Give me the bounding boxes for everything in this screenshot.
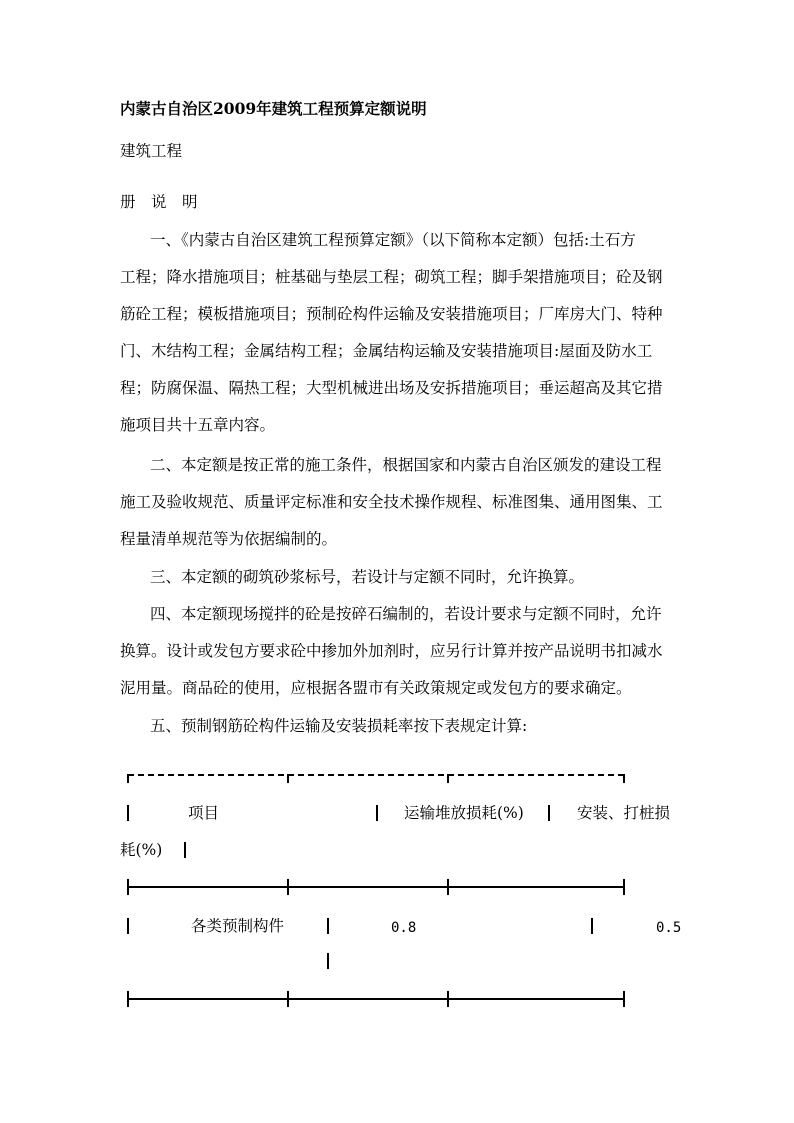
table-joint xyxy=(447,774,449,783)
table-corner xyxy=(623,774,625,783)
document-subtitle: 建筑工程 xyxy=(120,142,183,160)
paragraph-line: 二、本定额是按正常的施工条件，根据国家和内蒙古自治区颁发的建设工程 xyxy=(150,456,662,474)
table-joint xyxy=(447,991,449,1007)
table-joint xyxy=(623,879,625,895)
table-joint xyxy=(447,879,449,895)
table-vbar xyxy=(327,953,329,969)
header-install-loss: 安装、打桩损 xyxy=(577,804,671,822)
section-heading: 册 说 明 xyxy=(120,193,198,211)
paragraph-line: 程；防腐保温、隔热工程；大型机械进出场及安拆措施项目；垂运超高及其它措 xyxy=(120,379,663,397)
table-vbar xyxy=(327,918,329,934)
header-transport-loss: 运输堆放损耗(%) xyxy=(404,804,524,822)
table-vbar xyxy=(376,805,378,821)
table-joint xyxy=(287,879,289,895)
document-title: 内蒙古自治区2009年建筑工程预算定额说明 xyxy=(120,99,427,118)
table-vbar xyxy=(548,805,550,821)
header-install-loss-wrap: 耗(%) xyxy=(120,841,163,859)
paragraph-line: 筋砼工程；模板措施项目；预制砼构件运输及安装措施项目；厂库房大门、特种 xyxy=(120,305,663,323)
table-corner xyxy=(127,991,129,1007)
row-item: 各类预制构件 xyxy=(191,917,285,935)
table-joint xyxy=(287,991,289,1007)
paragraph-line: 一、《内蒙古自治区建筑工程预算定额》（以下简称本定额）包括:土石方 xyxy=(150,231,636,249)
paragraph-line: 程量清单规范等为依据编制的。 xyxy=(120,530,338,548)
table-corner xyxy=(127,774,129,783)
table-joint xyxy=(287,774,289,783)
row-transport-loss: 0.8 xyxy=(391,920,417,936)
table-vbar xyxy=(591,918,593,934)
paragraph-line: 换算。设计或发包方要求砼中掺加外加剂时，应另行计算并按产品说明书扣减水 xyxy=(120,642,663,660)
table-bottom-border xyxy=(128,998,624,1000)
row-install-loss: 0.5 xyxy=(656,920,682,936)
paragraph-line: 门、木结构工程；金属结构工程；金属结构运输及安装措施项目:屋面及防水工 xyxy=(120,342,653,360)
paragraph-line: 五、预制钢筋砼构件运输及安装损耗率按下表规定计算: xyxy=(150,717,528,735)
paragraph-line: 三、本定额的砌筑砂浆标号，若设计与定额不同时，允许换算。 xyxy=(150,568,585,586)
table-mid-border xyxy=(128,886,624,888)
table-joint xyxy=(127,879,129,895)
table-top-border xyxy=(128,774,624,776)
paragraph-line: 泥用量。商品砼的使用，应根据各盟市有关政策规定或发包方的要求确定。 xyxy=(120,679,632,697)
table-corner xyxy=(623,991,625,1007)
paragraph-line: 施项目共十五章内容。 xyxy=(120,416,276,434)
table-vbar xyxy=(184,842,186,858)
table-vbar xyxy=(127,918,129,934)
paragraph-line: 施工及验收规范、质量评定标准和安全技术操作规程、标准图集、通用图集、工 xyxy=(120,493,663,511)
paragraph-line: 工程；降水措施项目；桩基础与垫层工程；砌筑工程；脚手架措施项目；砼及钢 xyxy=(120,268,663,286)
table-vbar xyxy=(127,805,129,821)
header-item: 项目 xyxy=(188,804,220,822)
paragraph-line: 四、本定额现场搅拌的砼是按碎石编制的，若设计要求与定额不同时，允许 xyxy=(150,605,662,623)
